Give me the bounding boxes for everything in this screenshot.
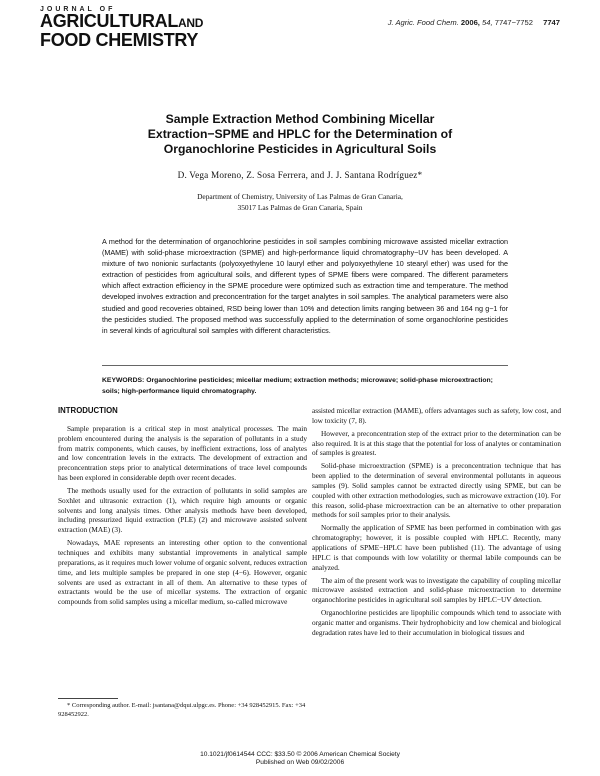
body-paragraph: However, a preconcentration step of the extract prior to the determination can be also required. It is at this stage that the potential for loss of analytes or contamination of samples is greatest. <box>312 428 561 458</box>
citation-volume: 54, <box>482 18 493 27</box>
body-paragraph: The methods usually used for the extraction of pollutants in solid samples are Soxhlet and ultrasonic extraction (1), which require high amounts or organic solvents and long analysis times. Other analysis methods have been developed, including pressurized liquid extraction (PLE) (2) and microwave assisted solvent extraction (MAE) (3). <box>58 485 307 535</box>
body-paragraph: Normally the application of SPME has been performed in combination with gas chromatography; however, it is possible coupled with HPLC. Recently, many applications of SPME−HPLC have been published (11). The advantage of using HPLC is that compounds with low volatility or thermal labile compounds can be analyzed. <box>312 523 561 572</box>
body-paragraph: Organochlorine pesticides are lipophilic compounds which tend to associate with organic matter and organisms. Their hydrophobicity and low chemical and biological degradation rates have led to their accumulation in biological tissues and <box>312 608 561 637</box>
left-column <box>58 406 307 610</box>
keywords <box>102 375 508 397</box>
affiliation <box>100 192 500 213</box>
keywords-divider <box>102 365 508 366</box>
keywords-label: KEYWORDS: <box>102 377 145 384</box>
title-line-2: Extraction−SPME and HPLC for the Determination of <box>147 127 453 141</box>
journal-abbrev: J. Agric. Food Chem. <box>387 18 459 27</box>
doi-copyright: 10.1021/jf0614544 CCC: $33.50 © 2006 American Chemical Society <box>200 751 400 758</box>
body-paragraph: Solid-phase microextraction (SPME) is a preconcentration technique that has been applied to the determination of several environmental pollutants in aqueous samples (9). Solid samples cannot be extracted directly using SPME, but can be coupled with other extraction methodologies, such as microwave extraction (10). For this reason, solid-phase microextraction can be an alternative to other preparation methods for soil samples prior to their analysis. <box>312 461 561 520</box>
title-line-3: Organochlorine Pesticides in Agricultural Soils <box>163 142 437 156</box>
footnote-divider <box>58 698 118 699</box>
author-list: D. Vega Moreno, Z. Sosa Ferrera, and J. J. Santana Rodríguez* <box>177 170 423 180</box>
citation-header <box>388 18 560 27</box>
publication-date: Published on Web 09/02/2006 <box>255 759 345 766</box>
abstract: A method for the determination of organochlorine pesticides in soil samples combining microwave assisted micellar extraction (MAME) with solid-phase microextraction (SPME) and high-performance liquid chromatography−UV has been developed. A mixture of two nonionic surfactants (polyoxyethylene 10 lauryl ether and polyoxyethylene 10 stearyl ether) was used for the extraction of pesticides from agricultural soils, and different types of SPME fibers were compared. The different parameters which affect extraction efficiency in the SPME procedure were optimized such as extraction time and temperature. The method developed involves extraction and preconcentration for the target analytes in soil samples. The analytical parameters were also studied and good recoveries obtained, RSD being lower than 10% and detection limits ranging between 36 and 164 ng g−1 for the pesticides studied. The proposed method was successfully applied to the determination of some organochlorine pesticides in several kinds of agricultural soil samples with different characteristics. <box>102 237 508 335</box>
journal-logo <box>40 6 240 49</box>
body-paragraph: The aim of the present work was to investigate the capability of coupling micellar microwave assisted extraction and solid-phase microextraction to determine organochlorine pesticides in agricultural soil samples by HPLC−UV detection. <box>312 575 561 605</box>
article-title <box>80 112 520 157</box>
citation-pages: 7747−7752 <box>494 18 533 27</box>
corresponding-author-footnote: * Corresponding author. E-mail: jsantana@dqui.ulpgc.es. Phone: +34 928452915. Fax: +34 928452922. <box>58 702 306 718</box>
page-footer <box>100 751 500 767</box>
journal-logo-and: AND <box>178 16 204 30</box>
citation-year: 2006, <box>460 18 480 27</box>
affiliation-line-1: Department of Chemistry, University of Las Palmas de Gran Canaria, <box>197 192 403 201</box>
keywords-text: Organochlorine pesticides; micellar medium; extraction methods; microwave; solid-phase microextraction; soils; high-performance liquid chromatography. <box>102 377 493 395</box>
journal-logo-line2: AGRICULTURAL <box>40 11 179 31</box>
section-heading-introduction: INTRODUCTION <box>58 406 118 415</box>
page-number: 7747 <box>543 18 560 27</box>
body-paragraph: assisted micellar extraction (MAME), offers advantages such as safety, low cost, and low toxicity (7, 8). <box>312 406 561 425</box>
affiliation-line-2: 35017 Las Palmas de Gran Canaria, Spain <box>237 202 363 212</box>
title-line-1: Sample Extraction Method Combining Micellar <box>165 112 435 126</box>
right-column <box>312 406 561 641</box>
journal-logo-line3: FOOD CHEMISTRY <box>40 30 199 50</box>
journal-logo-line1: JOURNAL OF <box>40 6 116 13</box>
body-paragraph: Nowadays, MAE represents an interesting other option to the conventional techniques and exhibits many substantial improvements in analytical sample preparations, as it requires much lower volume of organic solvent, reduces extraction time, and lets multiple samples be prepared in one step (4−6). However, organic solvents are used as extractant in all of them. An alternative to these types of extractants would be the use of micellar systems. The extraction of organic compounds from solid samples using a micellar medium, so-called microwave <box>58 538 307 607</box>
body-paragraph: Sample preparation is a critical step in most analytical processes. The main problem encountered during the analysis is the separation of pollutants in a study from matrix components, which causes, by inefficient extractions, loss of analytes and low concentration levels in the extracts. The development of extraction and preconcentration steps prior to analytical determinations of trace level compounds has been explored in considerable depth over recent decades. <box>58 423 307 483</box>
